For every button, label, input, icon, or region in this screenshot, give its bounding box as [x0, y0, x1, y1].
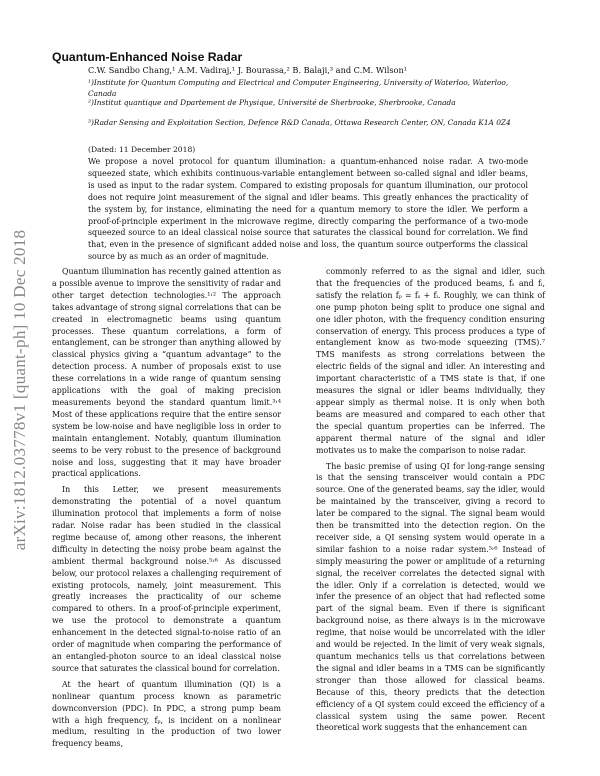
paragraph: The basic premise of using QI for long-range sensing is that the sensing transceiver would contain a PDC source. One of the generated beams, say the idler, would be maintained by the transceiver, giving a record to later be compared to the signal. The signal beam would then be transmitted into the detection region. On the receiver side, a QI sensing system would operate in a similar fashion to a noise radar system.⁵˒⁶ Instead of simply measuring the power or amplitude of a returning signal, the receiver correlates the detected signal with the idler. Only if a correlation is detected, would we infer the presence of an object that had reflected some part of the signal beam. Even if there is significant background noise, as there always is in the microwave regime, that noise would be uncorrelated with the idler and would be rejected. In the limit of very weak signals, quantum mechanics tells us that correlations between the signal and idler beams in a TMS can be significantly stronger than those allowed for classical beams. Because of this, theory predicts that the detection efficiency of a QI system could exceed the efficiency of a classical system using the same power. Recent theoretical work suggests that the enhancement can — [316, 461, 545, 733]
arxiv-id: arXiv:1812.03778v1 [quant-ph] 10 Dec 2018 — [10, 229, 29, 551]
paragraph: Quantum illumination has recently gained attention as a possible avenue to improve the sensitivity of radar and other target detection technologies.¹˒² The approach takes advantage of strong signal correlations that can be created in electromagnetic beams using quantum processes. These quantum correlations, a form of entanglement, can be stronger than anything allowed by classical physics giving a “quantum advantage” to the detection process. A number of proposals exist to use these correlations in a wide range of quantum sensing applications with the goal of making precision measurements beyond the standard quantum limit.³˒⁴ Most of these applications require that the entire sensor system be low-noise and have negligible loss in order to maintain entanglement. Notably, quantum illumination seems to be very robust to the presence of background noise and loss, suggesting that it may have broader practical applications. — [52, 267, 281, 479]
author-list: C.W. Sandbo Chang,¹ A.M. Vadiraj,¹ J. Bourassa,² B. Balaji,³ and C.M. Wilson¹ — [88, 65, 408, 75]
paragraph: commonly referred to as the signal and idler, such that the frequencies of the produced beams, fₛ and fᵢ, satisfy the relation fₚ = fₛ + fᵢ. Roughly, we can think of one pump photon being split to produce one signal and one idler photon, with the frequency condition ensuring conservation of energy. This process produces a type of entanglement know as two-mode squeezing (TMS).⁷ TMS manifests as strong correlations between the electric fields of the signal and idler. An interesting and important characteristic of a TMS state is that, if one measures the signal or idler beams individually, they appear simply as thermal noise. It is only when both beams are measured and compared to each other that the special quantum properties can be inferred. The apparent thermal nature of the signal and idler motivates us to make the comparison to noise radar. — [316, 267, 545, 455]
paragraph: In this Letter, we present measurements demonstrating the potential of a novel quantum illumination protocol that implements a form of noise radar. Noise radar has been studied in the classical regime because of, among other reasons, the inherent difficulty in detecting the noisy probe beam against the ambient thermal background noise.⁵˒⁶ As discussed below, our protocol relaxes a challenging requirement of existing protocols, namely, joint measurement. This greatly increases the practicality of our scheme compared to others. In a proof-of-principle experiment, we use the protocol to demonstrate a quantum enhancement in the detected signal-to-noise ratio of an order of magnitude when comparing the performance of an entangled-photon source to an ideal classical noise source that saturates the classical bound for correlation. — [52, 485, 281, 673]
left-column — [52, 266, 281, 750]
arxiv-sidebar-stamp — [8, 155, 32, 625]
paper-title: Quantum-Enhanced Noise Radar — [52, 50, 243, 64]
right-column — [316, 266, 545, 734]
affiliation-3: ³)Radar Sensing and Exploitation Section, Defence R&D Canada, Ottawa Research Center, ON, Canada K1A 0Z4 — [88, 118, 511, 127]
affiliation-1: ¹)Institute for Quantum Computing and Electrical and Computer Engineering, University of Waterloo, Waterloo, Canada — [88, 78, 509, 98]
paragraph: At the heart of quantum illumination (QI) is a nonlinear quantum process known as parametric downconversion (PDC). In PDC, a strong pump beam with a high frequency, fₚ, is incident on a nonlinear medium, resulting in the production of two lower frequency beams, — [52, 679, 281, 749]
affiliation-2: ²)Institut quantique and Dpartement de Physique, Université de Sherbrooke, Sherbrooke, Canada — [88, 98, 456, 107]
date-line: (Dated: 11 December 2018) — [88, 145, 196, 154]
abstract: We propose a novel protocol for quantum illumination: a quantum-enhanced noise radar. A two-mode squeezed state, which exhibits continuous-variable entanglement between so-called signal and idler beams, is used as input to the radar system. Compared to existing proposals for quantum illumination, our protocol does not require joint measurement of the signal and idler beams. This greatly enhances the practicality of the system by, for instance, eliminating the need for a quantum memory to store the idler. We perform a proof-of-principle experiment in the microwave regime, directly comparing the performance of a two-mode squeezed source to an ideal classical noise source that saturates the classical bound for correlation. We find that, even in the presence of significant added noise and loss, the quantum source outperforms the classical source by as much as an order of magnitude. — [88, 157, 528, 262]
